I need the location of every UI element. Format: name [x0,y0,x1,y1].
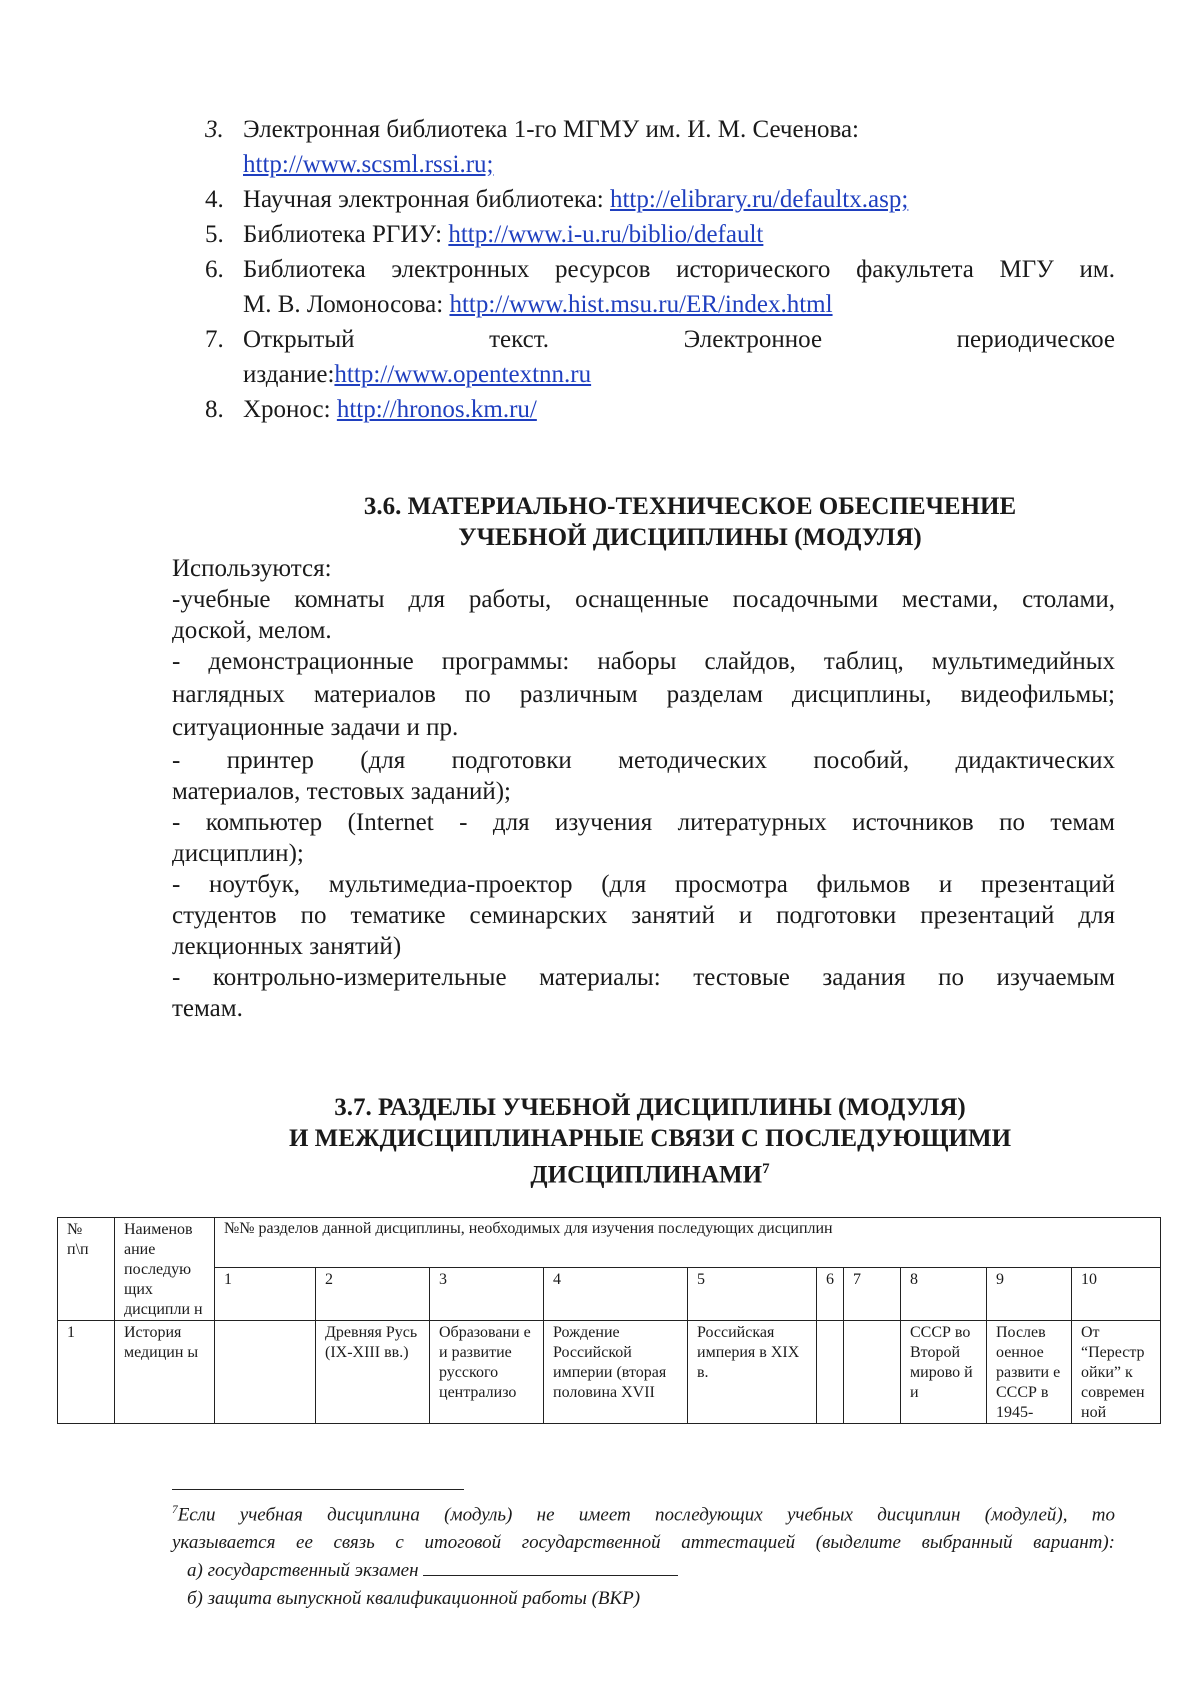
heading-line: 3.7. РАЗДЕЛЫ УЧЕБНОЙ ДИСЦИПЛИНЫ (МОДУЛЯ) [334,1094,966,1121]
section-number: 6 [817,1268,844,1321]
table-cell: СССР во Второй мирово й и [901,1321,987,1424]
reference-item [205,392,1115,427]
table-row [58,1321,1161,1424]
reference-item [205,182,1115,217]
table-cell: Рождение Российской империи (вторая половина XVII [544,1321,688,1424]
paragraph-line: лекционных занятий) [172,933,402,960]
paragraph-line: Используются: [172,555,332,582]
section-number: 5 [688,1268,817,1321]
reference-number: 6. [205,256,224,283]
reference-number: 4. [205,186,224,213]
reference-text: Научная электронная библиотека: [243,186,610,213]
section-number: 7 [844,1268,901,1321]
reference-item [205,252,1115,322]
reference-text: Библиотека электронных ресурсов исторического факультета МГУ им. [243,256,1115,283]
footnote-reference[interactable]: 7 [762,1161,770,1177]
reference-number: 7. [205,326,224,353]
reference-text: Открытый текст. Электронное периодическое [243,326,1115,353]
row-discipline-name: История медицин ы [115,1321,215,1424]
footnote-option-a: а) государственный экзамен [172,1557,1115,1585]
paragraph-line: - демонстрационные программы: наборы слайдов, таблиц, мультимедийных [172,648,1115,675]
reference-number: 8. [205,396,224,423]
row-num: 1 [58,1321,115,1424]
paragraph-line: материалов, тестовых заданий); [172,778,511,805]
section-number: 4 [544,1268,688,1321]
table-cell: Послев оенное развити е СССР в 1945- [987,1321,1072,1424]
header-discipline-name: Наименов ание последую щих дисципли н [115,1218,215,1321]
table-cell [844,1321,901,1424]
paragraph-line: - принтер (для подготовки методических пособий, дидактических [172,747,1115,774]
reference-number: 5. [205,221,224,248]
paragraph-line: доской, мелом. [172,617,332,644]
reference-text: Хронос: [243,396,337,423]
reference-link[interactable]: http://www.opentextnn.ru [334,361,592,388]
section-heading-3-6 [300,491,1080,553]
paragraph-line: - компьютер (Internet - для изучения литературных источников по темам [172,809,1115,836]
heading-line: ДИСЦИПЛИНАМИ$^7$ [530,1161,770,1189]
table-cell: Российская империя в XIX в. [688,1321,817,1424]
paragraph-line: темам. [172,995,243,1022]
header-num: № п\п [58,1218,115,1321]
section-number: 8 [901,1268,987,1321]
section-heading-3-7 [220,1092,1080,1190]
footnote-line: указывается ее связь с итоговой государственной аттестацией (выделите выбранный вариант): [172,1532,1115,1554]
footnote-option-b: б) защита выпускной квалификационной работы (ВКР) [187,1588,641,1610]
paragraph-line: - ноутбук, мультимедиа-проектор (для просмотра фильмов и презентаций [172,871,1115,898]
section-number: 2 [316,1268,430,1321]
section-number: 3 [430,1268,544,1321]
reference-item [205,112,1115,182]
table-cell: Древняя Русь (IX-XIII вв.) [316,1321,430,1424]
reference-link[interactable]: http://hronos.km.ru/ [336,396,537,423]
reference-link[interactable]: http://www.hist.msu.ru/ER/index.html [449,291,833,318]
table-section-numbers-row [58,1268,1161,1321]
footnote-mark: 7 [172,1504,178,1516]
reference-text: издание: [243,361,335,388]
reference-item [205,322,1115,392]
paragraph-line: дисциплин); [172,840,304,867]
table-header-row [58,1218,1161,1268]
paragraph-line: наглядных материалов по различным разделам дисциплины, видеофильмы; [172,681,1115,708]
section-number: 10 [1072,1268,1161,1321]
paragraph-line: студентов по тематике семинарских занятий и подготовки презентаций для [172,902,1115,929]
table-cell: Образовани е и развитие русского централизо [430,1321,544,1424]
heading-line: И МЕЖДИСЦИПЛИНАРНЫЕ СВЯЗИ С ПОСЛЕДУЮЩИМИ [288,1125,1012,1152]
table-cell [215,1321,316,1424]
footnote-line: $^7$Если учебная дисциплина (модуль) не имеет последующих учебных дисциплин (модулей), то [172,1504,1115,1526]
table-cell: От “Перестр ойки” к современ ной [1072,1321,1161,1424]
section-3-6-body [172,553,1115,1024]
reference-link[interactable]: http://www.scsml.rssi.ru; [243,151,494,178]
footnote [172,1496,1115,1613]
heading-line: УЧЕБНОЙ ДИСЦИПЛИНЫ (МОДУЛЯ) [458,524,922,551]
paragraph-line: -учебные комнаты для работы, оснащенные посадочными местами, столами, [172,586,1115,613]
section-number: 9 [987,1268,1072,1321]
reference-item [205,217,1115,252]
reference-text: Библиотека РГИУ: [243,221,449,248]
reference-list [205,112,1115,427]
reference-link[interactable]: http://elibrary.ru/defaultx.asp; [609,186,909,213]
footnote-divider [172,1489,464,1490]
answer-blank[interactable] [423,1559,678,1576]
heading-line: 3.6. МАТЕРИАЛЬНО-ТЕХНИЧЕСКОЕ ОБЕСПЕЧЕНИЕ [363,493,1017,520]
reference-number: 3. [205,116,224,143]
reference-link[interactable]: http://www.i-u.ru/biblio/default [448,221,764,248]
disciplines-table [57,1217,1161,1424]
header-sections: №№ разделов данной дисциплины, необходимых для изучения последующих дисциплин [215,1218,1161,1268]
section-number: 1 [215,1268,316,1321]
paragraph-line: ситуационные задачи и пр. [172,714,459,741]
paragraph-line: - контрольно-измерительные материалы: тестовые задания по изучаемым [172,964,1115,991]
reference-text: М. В. Ломоносова: [243,291,450,318]
reference-text: Электронная библиотека 1-го МГМУ им. И. М. Сеченова: [243,116,859,143]
table-cell [817,1321,844,1424]
